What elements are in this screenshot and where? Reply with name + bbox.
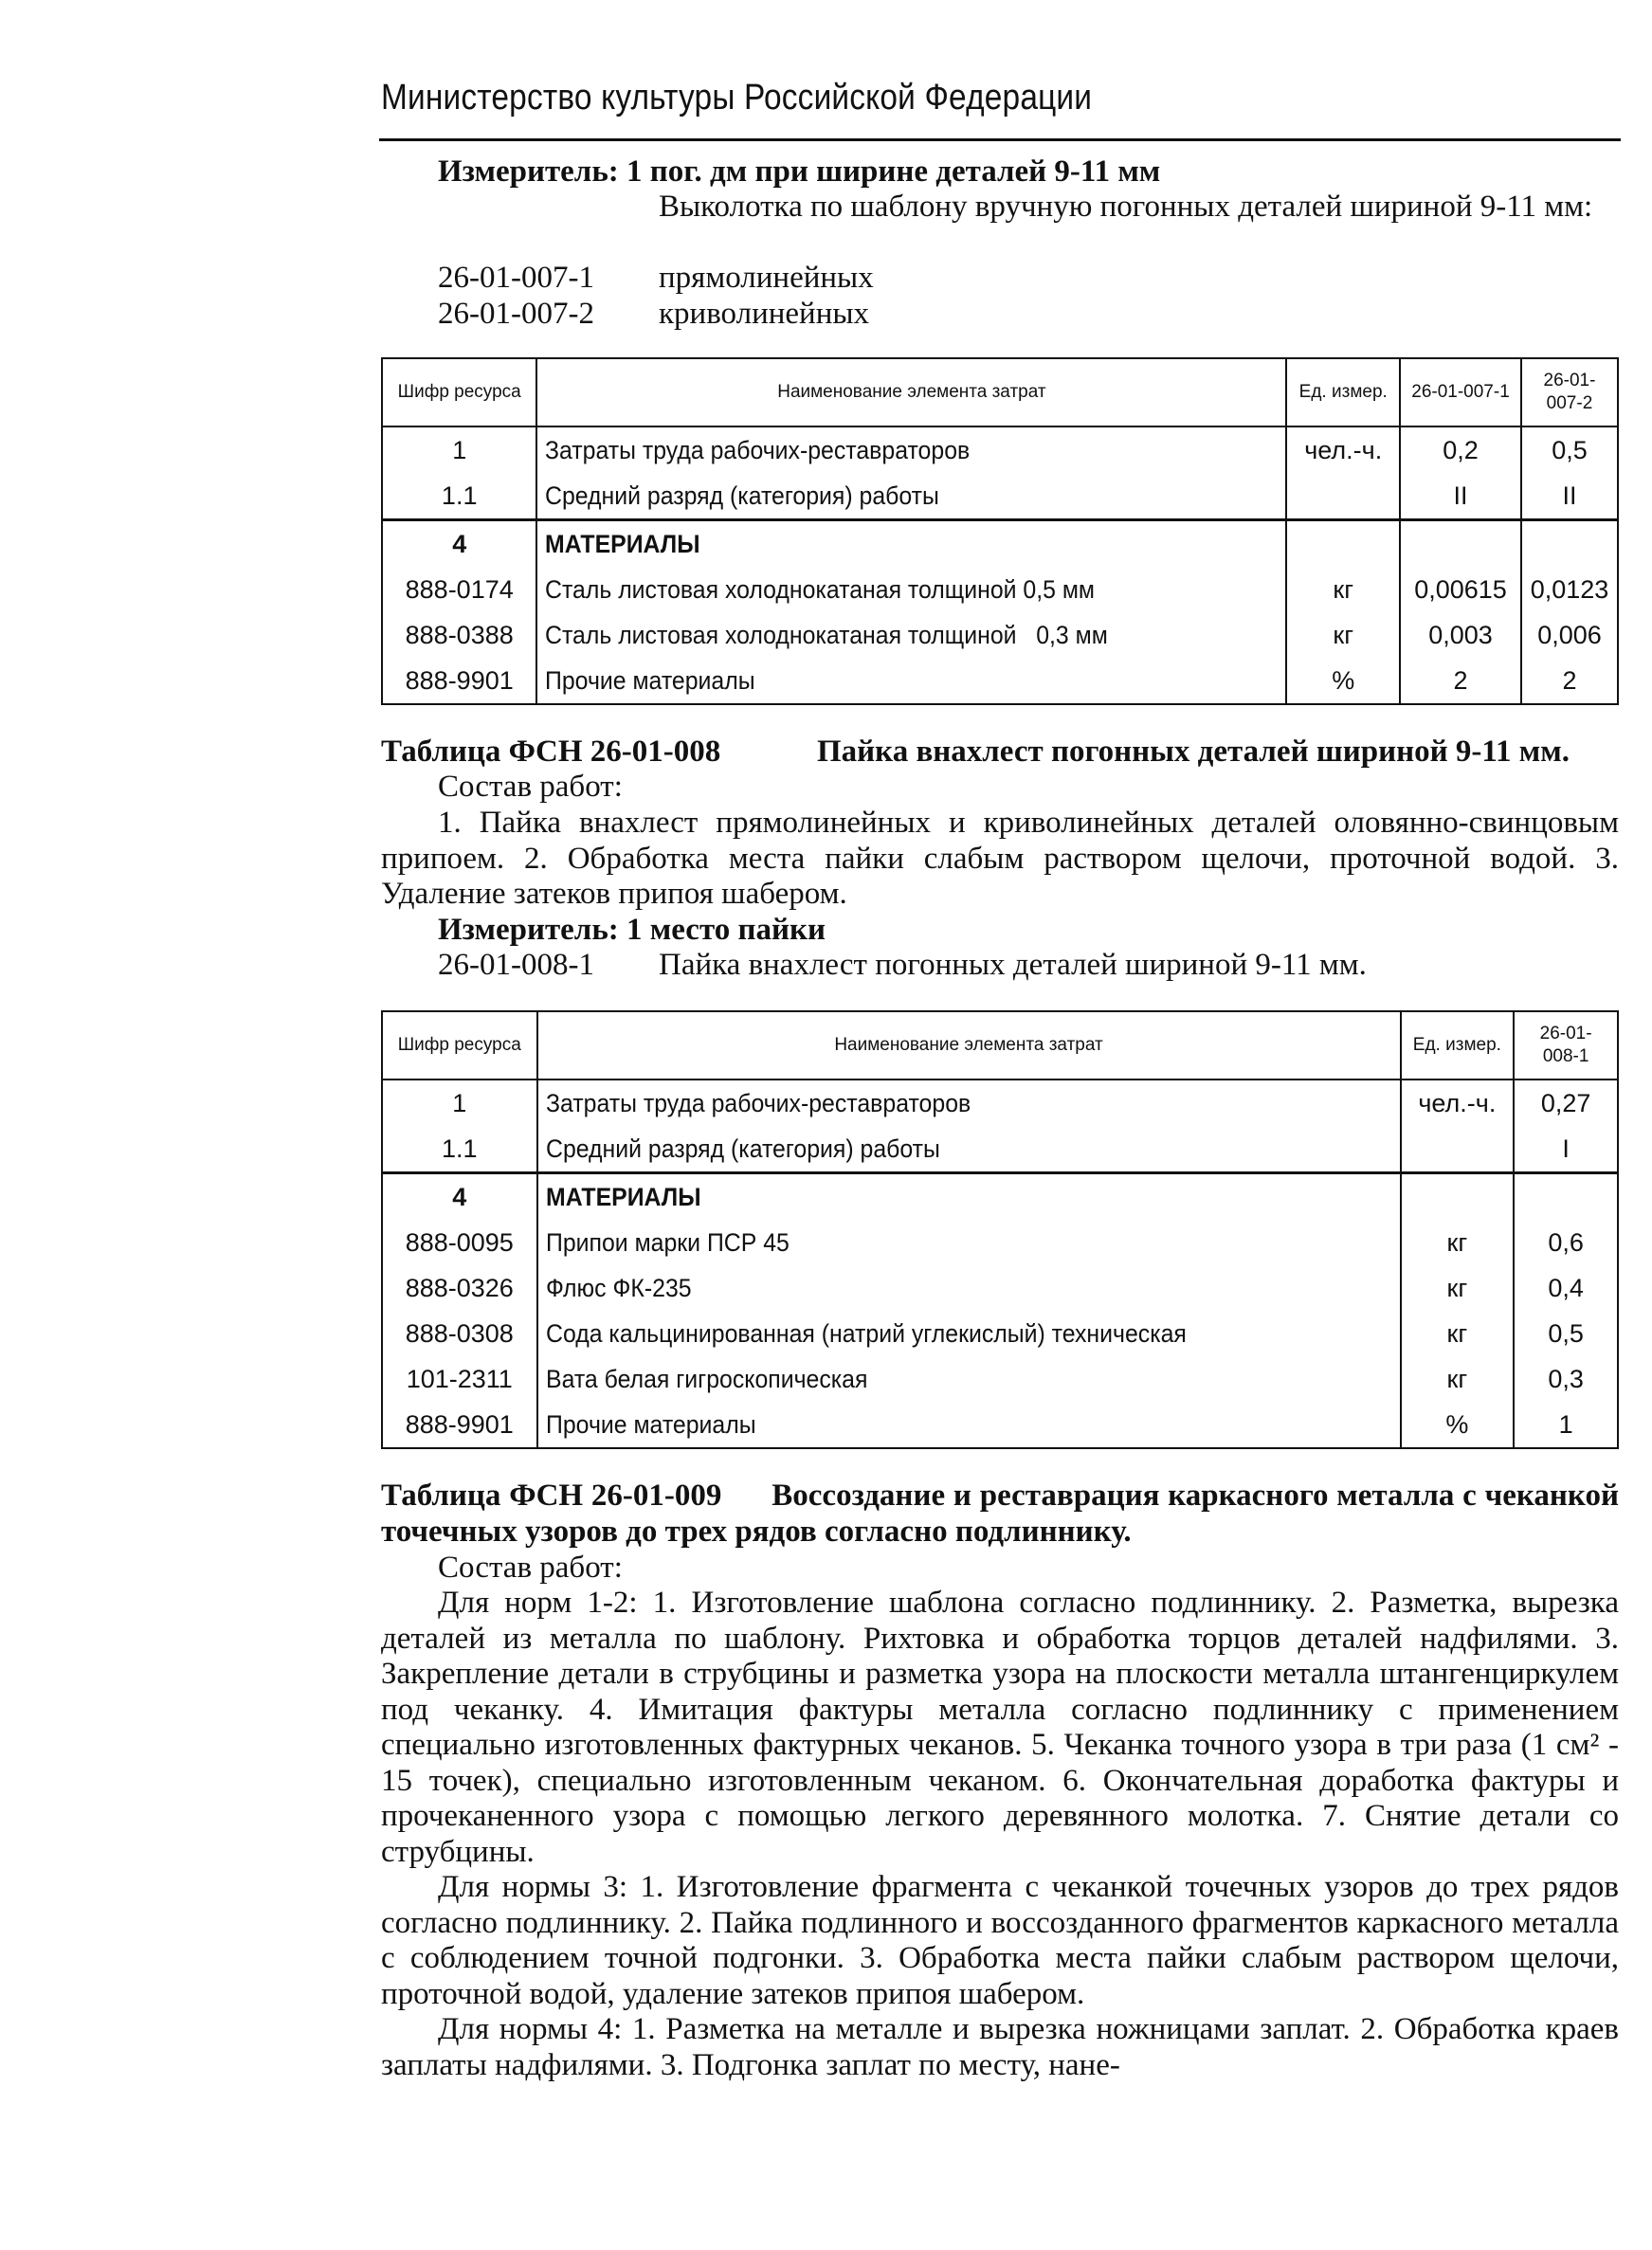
cell-value: 0,006: [1521, 612, 1618, 658]
cell-name: МАТЕРИАЛЫ: [545, 1182, 701, 1211]
cell-code: 888-0388: [382, 612, 536, 658]
cell-value: 1: [1514, 1402, 1618, 1448]
cell-value: 0,5: [1521, 426, 1618, 473]
cell-code: 1.1: [382, 473, 536, 520]
cell-name: Прочие материалы: [545, 665, 755, 695]
norm-name-007-2: криволинейных: [659, 297, 870, 331]
cell-value: [1400, 520, 1521, 568]
cell-value: II: [1521, 473, 1618, 520]
cell-unit: %: [1401, 1402, 1515, 1448]
col-header-unit: Ед. измер.: [1286, 358, 1400, 426]
col-header-norm-1: 26-01-008-1: [1514, 1011, 1618, 1080]
composition-paragraph: 1. Пайка внахлест прямолинейных и криволинейных деталей оловянно-свинцовым припоем. 2. Обработка места пайки слабым раствором щелочи, проточной водой. 3. Удаление затеков припоя шабером.: [381, 806, 1619, 911]
norm-name-008-1: Пайка внахлест погонных деталей шириной 9-11 мм.: [659, 948, 1367, 982]
cell-unit: чел.-ч.: [1286, 426, 1400, 473]
cell-unit: чел.-ч.: [1401, 1080, 1515, 1126]
table-row: [382, 1126, 1618, 1173]
table-row: [382, 658, 1618, 704]
composition-text-008: [381, 806, 1619, 913]
cell-value: [1521, 520, 1618, 568]
cell-unit: кг: [1401, 1220, 1515, 1265]
table-title-009: [381, 1479, 1619, 1550]
cell-name: Средний разряд (категория) работы: [545, 1134, 940, 1163]
cell-value: 2: [1400, 658, 1521, 704]
cell-name: Прочие материалы: [545, 1409, 756, 1439]
cell-unit: кг: [1286, 612, 1400, 658]
cell-name: Вата белая гигроскопическая: [545, 1364, 867, 1393]
cell-name: Припои марки ПСР 45: [545, 1227, 790, 1257]
cell-value: [1514, 1173, 1618, 1221]
meter-008: Измеритель: 1 место пайки: [438, 913, 826, 947]
cell-name: Сталь листовая холоднокатаная толщиной 0,5 мм: [545, 574, 1096, 604]
composition-text-009: [381, 1586, 1619, 2083]
cell-unit: кг: [1401, 1356, 1515, 1402]
cell-value: 0,3: [1514, 1356, 1618, 1402]
cell-value: 0,5: [1514, 1311, 1618, 1356]
cell-value: II: [1400, 473, 1521, 520]
composition-paragraph-norm-4: Для нормы 4: 1. Разметка на металле и вырезка ножницами заплат. 2. Обработка краев заплаты надфилями. 3. Подгонка заплат по месту, нане-: [381, 2012, 1619, 2082]
norm-name-007-1: прямолинейных: [659, 261, 874, 295]
col-header-unit: Ед. измер.: [1401, 1011, 1515, 1080]
table-row: [382, 1173, 1618, 1221]
cell-value: 0,4: [1514, 1265, 1618, 1311]
composition-paragraph-norm-3: Для нормы 3: 1. Изготовление фрагмента с чеканкой точечных узоров до трех рядов согласно подлиннику. 2. Пайка подлинного и воссозданного фрагментов каркасного металла с соблюдением точной подгонки. 3. Обработка места пайки слабым раствором щелочи, проточной водой, удаление затеков припоя шабером.: [381, 1870, 1619, 2011]
table-row: [382, 473, 1618, 520]
cell-unit: кг: [1401, 1311, 1515, 1356]
col-header-name: Наименование элемента затрат: [536, 358, 1286, 426]
cell-code: 888-0326: [382, 1265, 537, 1311]
col-header-code: Шифр ресурса: [382, 1011, 537, 1080]
cell-unit: [1401, 1126, 1515, 1173]
page-header-title: Министерство культуры Российской Федерации: [381, 78, 1093, 118]
table-header-row: [382, 358, 1618, 426]
table-header-row: [382, 1011, 1618, 1080]
cell-value: 0,0123: [1521, 567, 1618, 612]
cell-name: Средний разряд (категория) работы: [545, 481, 940, 510]
table-row: [382, 1356, 1618, 1402]
cell-code: 1.1: [382, 1126, 537, 1173]
composition-label-009: Состав работ:: [438, 1551, 623, 1585]
table-row: [382, 1402, 1618, 1448]
table-row: [382, 567, 1618, 612]
col-header-name: Наименование элемента затрат: [537, 1011, 1401, 1080]
table-row: [382, 520, 1618, 568]
cell-code: 888-0095: [382, 1220, 537, 1265]
cell-name: Флюс ФК-235: [545, 1273, 692, 1302]
composition-paragraph-norms-1-2: Для норм 1-2: 1. Изготовление шаблона согласно подлиннику. 2. Разметка, вырезка деталей из металла по шаблону. Рихтовка и обработка торцов деталей надфилями. 3. Закрепление детали в струбцины и разметка узора на плоскости металла штангенциркулем под чеканку. 4. Имитация фактуры металла согласно подлиннику с применением специально изготовленных фактурных чеканов. 5. Чеканка точного узора в три раза (1 см² - 15 точек), специально изготовленным чеканом. 6. Окончательная доработка фактуры и прочеканенного узора с помощью легкого деревянного молотка. 7. Снятие детали со струбцины.: [381, 1586, 1619, 1869]
cell-unit: [1401, 1173, 1515, 1221]
table-title-label-009: Таблица ФСН 26-01-009: [381, 1479, 722, 1513]
table-title-text-008: Пайка внахлест погонных деталей шириной 9-11 мм.: [817, 735, 1570, 769]
cell-name: МАТЕРИАЛЫ: [545, 529, 700, 558]
composition-label-008: Состав работ:: [438, 770, 623, 804]
table-row: [382, 426, 1618, 473]
cell-value: 2: [1521, 658, 1618, 704]
cell-unit: %: [1286, 658, 1400, 704]
resource-table-007: [381, 357, 1619, 705]
cell-code: 888-9901: [382, 1402, 537, 1448]
cell-code: 888-9901: [382, 658, 536, 704]
table-row: [382, 1220, 1618, 1265]
cell-name: Затраты труда рабочих-реставраторов: [545, 435, 971, 464]
cell-code: 1: [382, 1080, 537, 1126]
cell-code: 1: [382, 426, 536, 473]
cell-value: I: [1514, 1126, 1618, 1173]
cell-code: 888-0308: [382, 1311, 537, 1356]
cell-code: 4: [382, 520, 536, 568]
cell-value: 0,2: [1400, 426, 1521, 473]
table-row: [382, 612, 1618, 658]
cell-unit: [1286, 520, 1400, 568]
col-header-code: Шифр ресурса: [382, 358, 536, 426]
cell-unit: кг: [1401, 1265, 1515, 1311]
cell-unit: кг: [1286, 567, 1400, 612]
cell-code: 4: [382, 1173, 537, 1221]
cell-code: 888-0174: [382, 567, 536, 612]
table-row: [382, 1311, 1618, 1356]
cell-value: 0,6: [1514, 1220, 1618, 1265]
cell-name: Затраты труда рабочих-реставраторов: [545, 1088, 971, 1117]
intro-007: Выколотка по шаблону вручную погонных деталей шириной 9-11 мм:: [659, 190, 1593, 224]
resource-table-008: [381, 1010, 1619, 1449]
col-header-norm-1: 26-01-007-1: [1400, 358, 1521, 426]
table-title-label-008: Таблица ФСН 26-01-008: [381, 735, 721, 769]
norm-code-007-1: 26-01-007-1: [438, 261, 594, 295]
cell-value: 0,27: [1514, 1080, 1618, 1126]
cell-unit: [1286, 473, 1400, 520]
cell-name: Сода кальцинированная (натрий углекислый) техническая: [545, 1318, 1187, 1348]
norm-code-007-2: 26-01-007-2: [438, 297, 594, 331]
col-header-norm-2: 26-01-007-2: [1521, 358, 1618, 426]
norm-code-008-1: 26-01-008-1: [438, 948, 594, 982]
table-row: [382, 1265, 1618, 1311]
cell-value: 0,003: [1400, 612, 1521, 658]
header-divider: [379, 138, 1621, 141]
cell-name: Сталь листовая холоднокатаная толщиной 0,3 мм: [545, 620, 1109, 649]
cell-code: 101-2311: [382, 1356, 537, 1402]
meter-007: Измеритель: 1 пог. дм при ширине деталей 9-11 мм: [438, 154, 1161, 189]
cell-value: 0,00615: [1400, 567, 1521, 612]
table-title-text-009: Воссоздание и реставрация каркасного металла с чеканкой точечных узоров до трех рядов согласно подлиннику.: [381, 1479, 1620, 1549]
table-row: [382, 1080, 1618, 1126]
